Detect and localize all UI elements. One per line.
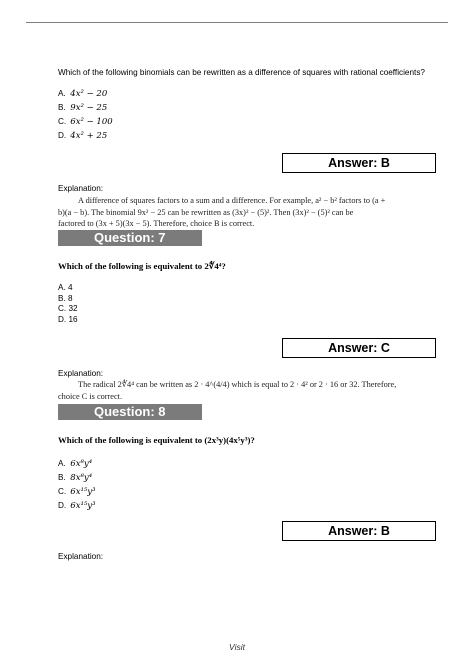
option-expression: 4x² − 20 xyxy=(70,89,108,99)
explanation-line: choice C is correct. xyxy=(58,391,123,401)
q7-option-d[interactable]: D. 16 xyxy=(58,314,78,324)
q7-explanation xyxy=(58,379,438,402)
q7-option-b[interactable]: B. 8 xyxy=(58,293,73,303)
option-label: A. xyxy=(58,459,66,468)
option-label: A. xyxy=(58,89,66,98)
option-expression: 8x⁸y⁴ xyxy=(70,473,93,483)
q6-answer-box: Answer: B xyxy=(282,153,436,173)
q6-option-c[interactable] xyxy=(58,117,113,127)
q6-explanation-label: Explanation: xyxy=(58,184,104,193)
option-expression: 6x² − 100 xyxy=(70,117,113,127)
q8-option-b[interactable] xyxy=(58,473,92,483)
q8-answer-box: Answer: B xyxy=(282,521,436,541)
option-label: D. xyxy=(58,501,67,510)
q7-answer-box: Answer: C xyxy=(282,338,436,358)
q6-explanation xyxy=(58,195,438,230)
option-label: B. xyxy=(58,473,66,482)
top-rule xyxy=(26,22,448,23)
q8-option-c[interactable] xyxy=(58,487,96,497)
explanation-line: b)(a − b). The binomial 9x² − 25 can be rewritten as (3x)² − (5)². Then (3x)² − (5)² can be xyxy=(58,207,354,217)
q6-option-d[interactable] xyxy=(58,131,107,141)
question-8-banner xyxy=(58,404,202,420)
explanation-line: factored to (3x + 5)(3x − 5). Therefore, choice B is correct. xyxy=(58,219,255,228)
footer-visit-text: Visit xyxy=(229,642,245,652)
q7-option-a[interactable]: A. 4 xyxy=(58,283,73,292)
q7-explanation-label: Explanation: xyxy=(58,369,104,378)
q8-option-a[interactable] xyxy=(58,459,92,469)
q6-option-b[interactable] xyxy=(58,103,107,113)
q8-question-text: Which of the following is equivalent to (2x³y)(4x⁵y³)? xyxy=(58,435,255,445)
option-expression: 6x¹⁵y³ xyxy=(70,487,96,497)
option-expression: 4x² + 25 xyxy=(70,131,108,141)
option-expression: 6x¹⁵y³ xyxy=(70,501,96,511)
option-label: B. xyxy=(58,103,66,112)
q7-option-c[interactable]: C. 32 xyxy=(58,304,78,313)
explanation-line: The radical 2∜4⁴ can be written as 2 · 4^(4/4) which is equal to 2 · 4² or 2 · 16 or 32. Therefore, xyxy=(78,380,397,389)
question-7-title: Question: 7 xyxy=(94,230,166,245)
q8-explanation-label: Explanation: xyxy=(58,552,104,561)
option-label: C. xyxy=(58,117,67,126)
q6-question-text: Which of the following binomials can be rewritten as a difference of squares with rational coefficients? xyxy=(58,68,425,77)
q6-option-a[interactable] xyxy=(58,89,107,99)
q7-options xyxy=(58,283,78,325)
explanation-line: A difference of squares factors to a sum and a difference. For example, a² − b² factors to (a + xyxy=(78,196,386,205)
q8-option-d[interactable] xyxy=(58,501,96,511)
option-expression: 6x⁸y⁴ xyxy=(70,459,93,469)
question-8-title: Question: 8 xyxy=(94,404,166,419)
option-label: D. xyxy=(58,131,67,140)
question-7-banner xyxy=(58,230,202,246)
option-expression: 9x² − 25 xyxy=(70,103,108,113)
option-label: C. xyxy=(58,487,67,496)
q7-question-text: Which of the following is equivalent to 2∜4⁴? xyxy=(58,261,226,271)
